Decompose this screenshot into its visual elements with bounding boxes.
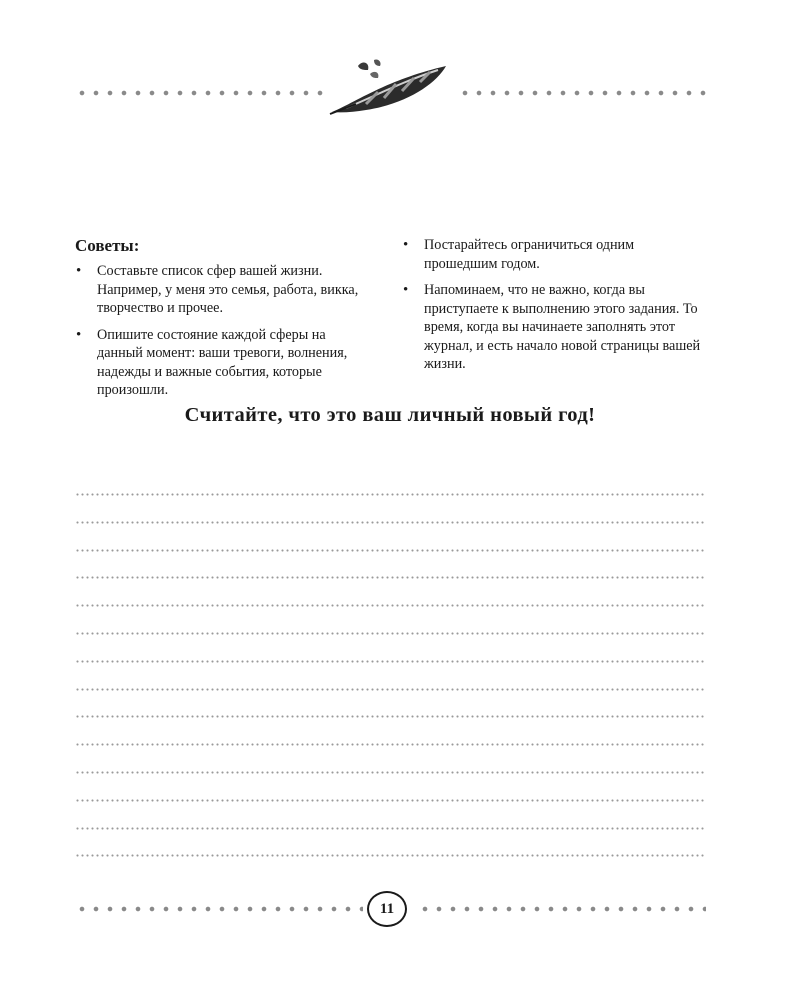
top-dotted-border-right bbox=[458, 89, 706, 97]
writing-line[interactable] bbox=[75, 521, 705, 549]
writing-line[interactable] bbox=[75, 576, 705, 604]
writing-line[interactable] bbox=[75, 688, 705, 716]
writing-lines-area[interactable] bbox=[75, 493, 705, 882]
writing-line[interactable] bbox=[75, 493, 705, 521]
writing-line[interactable] bbox=[75, 632, 705, 660]
top-dotted-border-left bbox=[75, 89, 323, 97]
headline: Считайте, что это ваш личный новый год! bbox=[184, 404, 596, 426]
tips-list-left bbox=[75, 262, 375, 400]
bottom-dotted-border-right bbox=[418, 905, 706, 913]
writing-line[interactable] bbox=[75, 604, 705, 632]
writing-line[interactable] bbox=[75, 799, 705, 827]
writing-line[interactable] bbox=[75, 660, 705, 688]
writing-line[interactable] bbox=[75, 715, 705, 743]
writing-line[interactable] bbox=[75, 549, 705, 577]
writing-line[interactable] bbox=[75, 743, 705, 771]
tips-right-column bbox=[402, 236, 702, 382]
writing-line[interactable] bbox=[75, 827, 705, 855]
tip-item: • Опишите состояние каждой сферы на данный момент: ваши тревоги, волнения, надежды и важные события, которые произошли. bbox=[75, 326, 375, 400]
tip-item: • Составьте список сфер вашей жизни. Например, у меня это семья, работа, викка, творчество и прочее. bbox=[75, 262, 375, 318]
bottom-dotted-border-left bbox=[75, 905, 363, 913]
tip-item: • Постарайтесь ограничиться одним прошедшим годом. bbox=[402, 236, 702, 273]
feather-icon bbox=[326, 58, 456, 120]
page-number: 11 bbox=[367, 891, 407, 927]
writing-line[interactable] bbox=[75, 854, 705, 882]
tips-title: Советы: bbox=[75, 236, 140, 255]
tip-item: • Напоминаем, что не важно, когда вы приступаете к выполнению этого задания. То время, когда вы начинаете заполнять этот журнал, и есть начало новой страницы вашей жизни. bbox=[402, 281, 702, 374]
tips-left-column bbox=[75, 236, 375, 408]
tips-list-right bbox=[402, 236, 702, 374]
writing-line[interactable] bbox=[75, 771, 705, 799]
